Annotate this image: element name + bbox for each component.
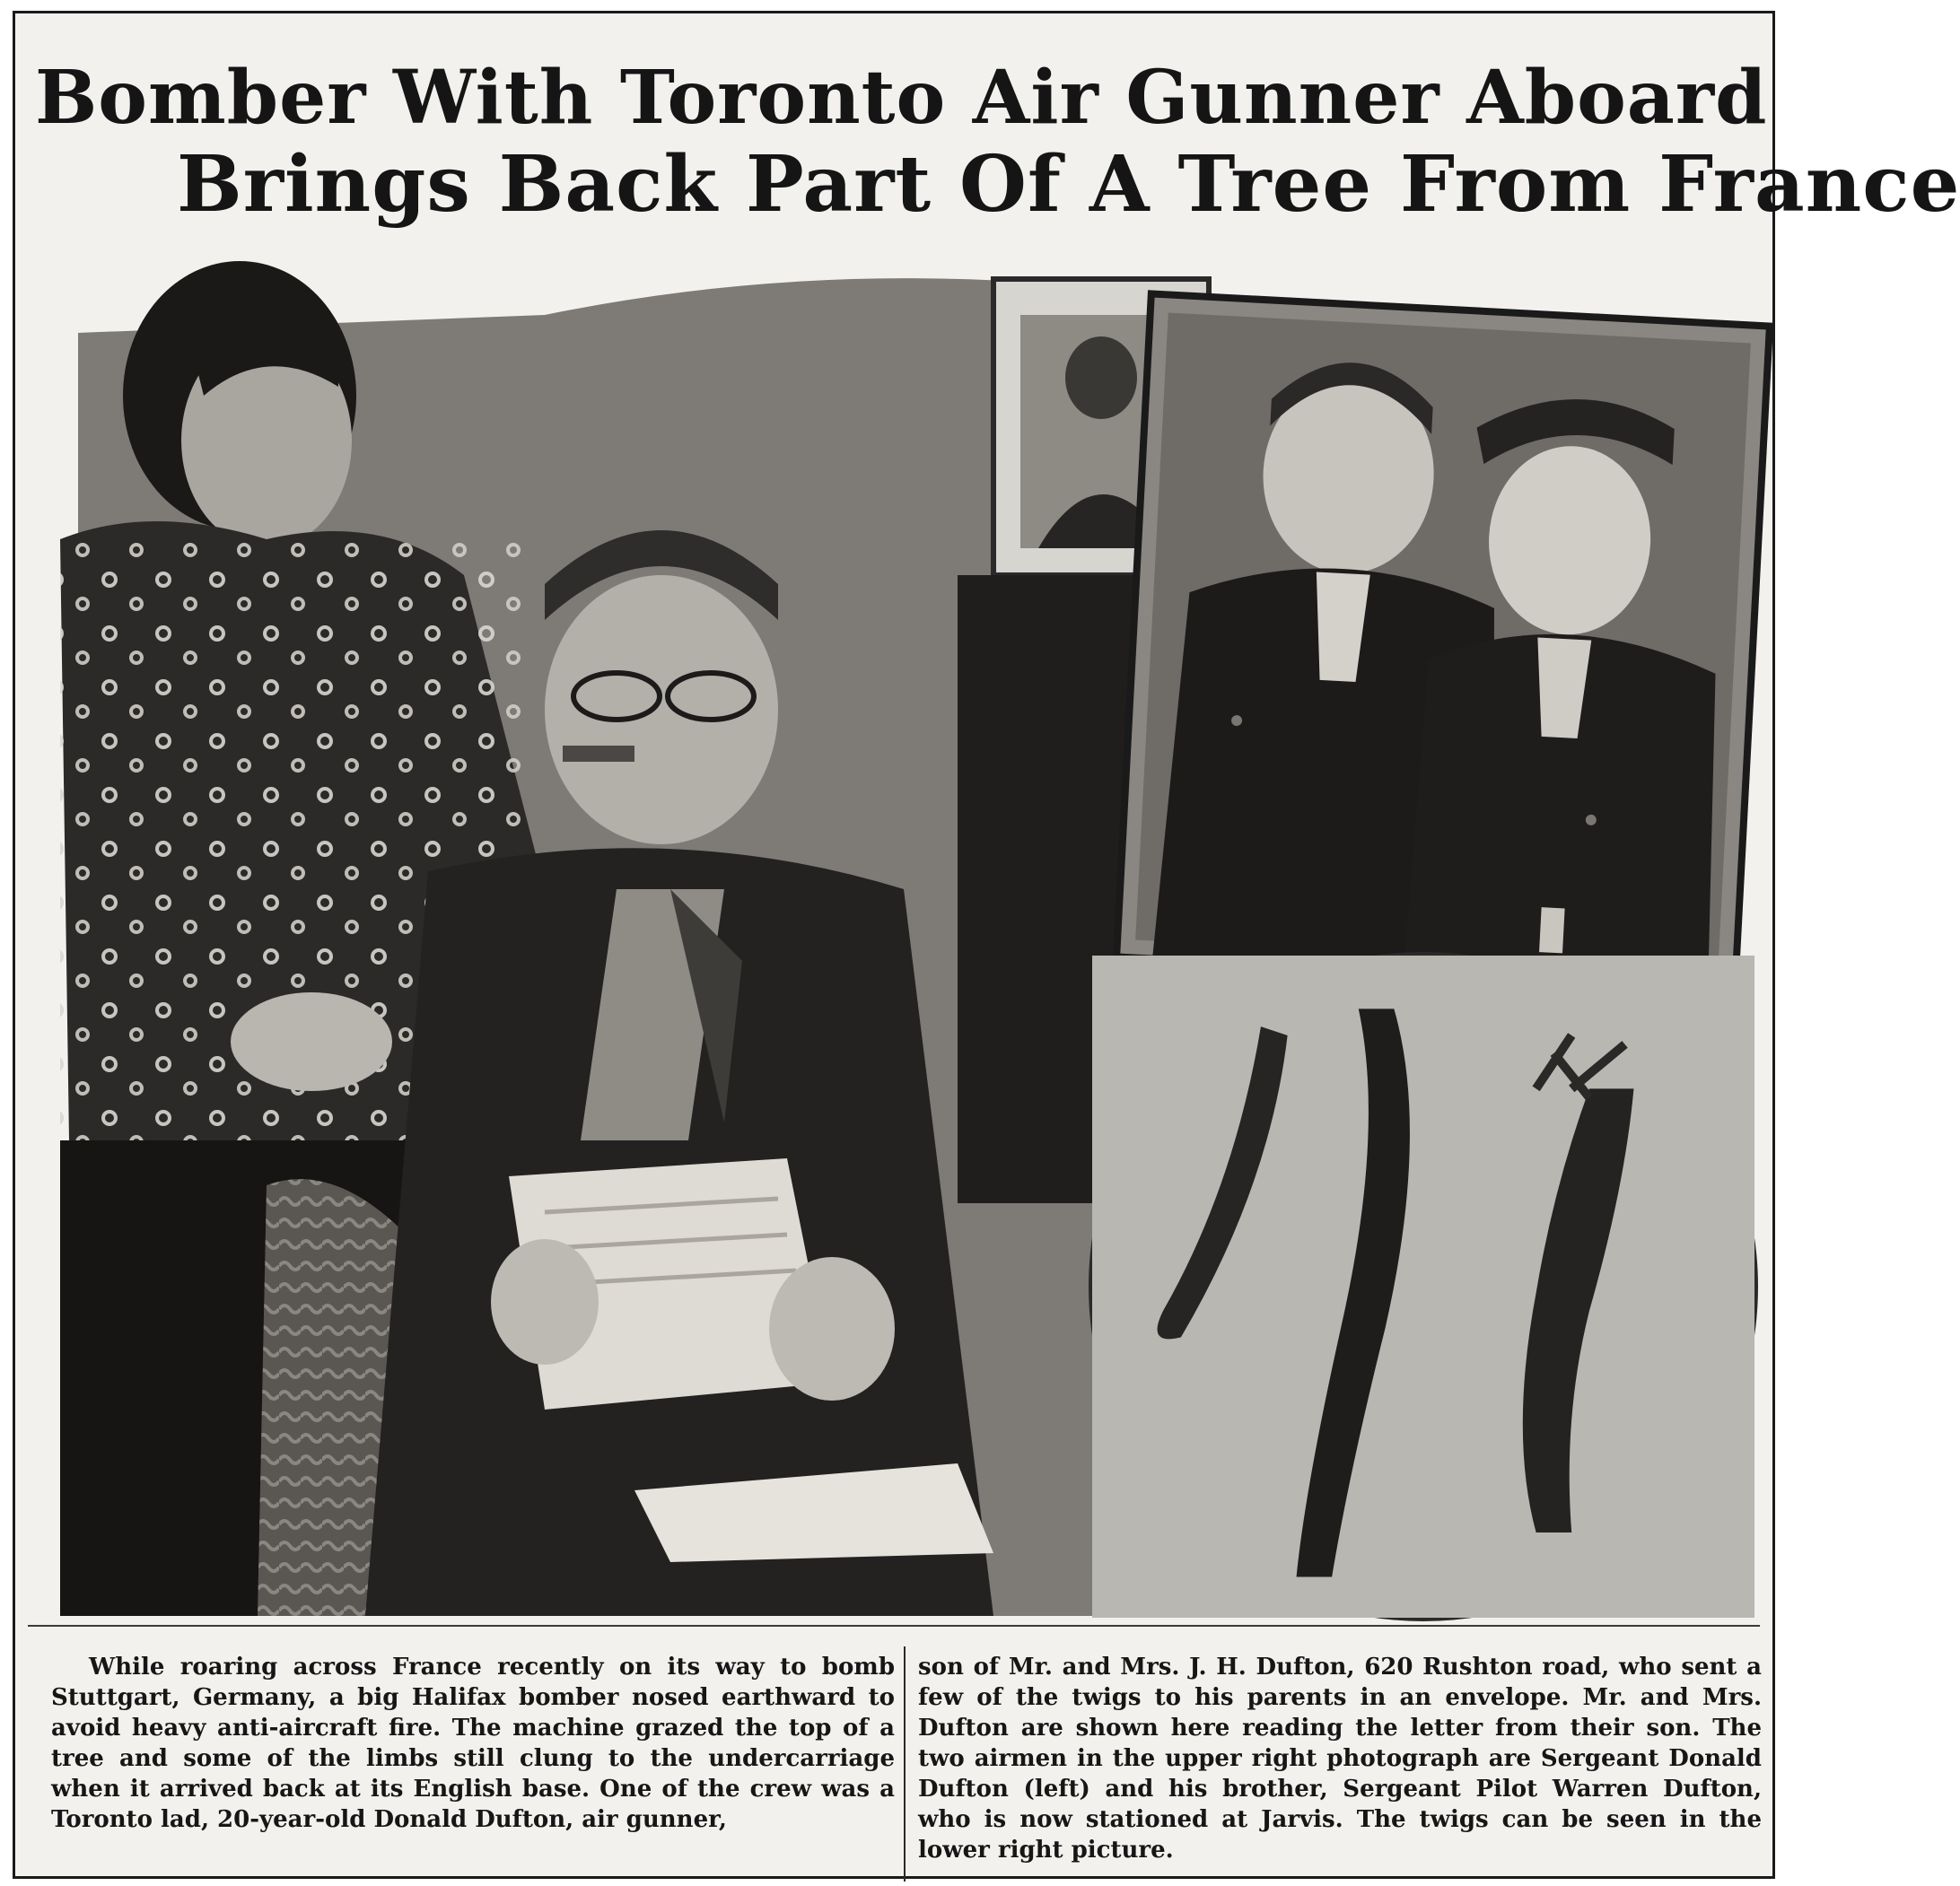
column-divider [904, 1646, 906, 1882]
newspaper-clipping [13, 11, 1960, 1879]
main-photo [42, 243, 1209, 1616]
headline-line-2: Brings Back Part Of A Tree From France [177, 139, 1960, 230]
photo-bottom-rule [28, 1625, 1760, 1627]
headline-line-1: Bomber With Toronto Air Gunner Aboard [35, 55, 1768, 141]
inset-photo [1116, 293, 1770, 989]
two-airmen-photo [1116, 293, 1770, 989]
circle-photo [1089, 952, 1758, 1621]
parents-reading-letter-photo [42, 243, 1209, 1616]
article-column-1: While roaring across France recently on its way to bomb Stuttgart, Germany, a big Halifax bomber nosed earthward to avoid heavy anti-aircraft fire. The machine grazed the top of a tree and some of the limbs still clung to the undercarriage when it arrived back at its English base. One of the crew was a Toronto lad, 20-year-old Donald Dufton, air gunner, [51, 1654, 895, 1833]
article-column-2: son of Mr. and Mrs. J. H. Dufton, 620 Rushton road, who sent a few of the twigs to his parents in an envelope. Mr. and Mrs. Dufton are shown here reading the letter from their son. The two airmen in the upper right photograph are Sergeant Donald Dufton (left) and his brother, Sergeant Pilot Warren Dufton, who is now stationed at Jarvis. The twigs can be seen in the lower right picture. [918, 1654, 1762, 1864]
tree-twigs-photo [1092, 956, 1754, 1618]
